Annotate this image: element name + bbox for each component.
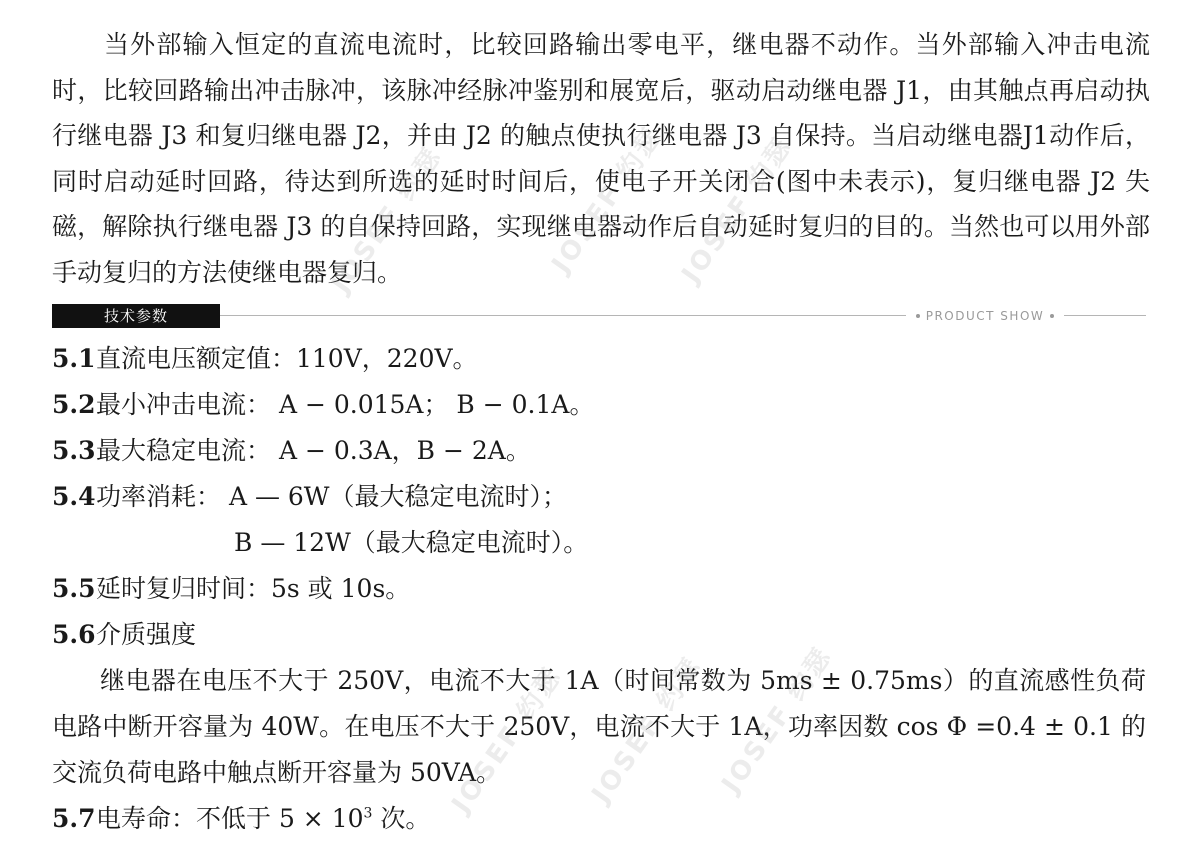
spec-text: 最大稳定电流： A − 0.3A，B − 2A。 xyxy=(96,436,531,465)
spec-item-5-5 xyxy=(52,566,410,612)
watermark: JOSEF 约瑟 xyxy=(586,651,709,809)
spec-number: 5.1 xyxy=(52,344,96,373)
product-show-text: PRODUCT SHOW xyxy=(925,309,1045,323)
dot-icon xyxy=(1050,314,1054,318)
intro-paragraph xyxy=(52,22,1150,295)
watermark: JOSEF 约瑟 xyxy=(546,121,669,279)
spec-item-5-1 xyxy=(52,336,478,382)
spec-item-5-6 xyxy=(52,612,196,658)
spec-number: 5.5 xyxy=(52,574,96,603)
section-tab-label: 技术参数 xyxy=(52,304,220,328)
watermark: JOSEF 约瑟 xyxy=(716,641,839,799)
spec-number: 5.6 xyxy=(52,620,96,649)
dot-icon xyxy=(916,314,920,318)
section-header xyxy=(52,304,1146,328)
spec-item-5-4-line2: B — 12W（最大稳定电流时）。 xyxy=(234,528,589,557)
spec-item-5-7 xyxy=(52,796,430,842)
spec-text-tail: 次。 xyxy=(372,804,431,833)
watermark: JOSEF 约瑟 xyxy=(446,661,569,819)
spec-item-5-2 xyxy=(52,382,594,428)
spec-number: 5.3 xyxy=(52,436,96,465)
intro-text: 当外部输入恒定的直流电流时，比较回路输出零电平，继电器不动作。当外部输入冲击电流时，比较回路输出冲击脉冲，该脉冲经脉冲鉴别和展宽后，驱动启动继电器 J1，由其触点再启动执行继电器 J3 和复归继电器 J2，并由 J2 的触点使执行继电器 J3 自保持。当启动继电器J1动作后，同时启动延时回路，待达到所选的延时时间后，使电子开关闭合(图中未表示)，复归继电器 J2 失磁，解除执行继电器 J3 的自保持回路，实现继电器动作后自动延时复归的目的。当然也可以用外部手动复归的方法使继电器复归。 xyxy=(52,30,1150,287)
spec-number: 5.4 xyxy=(52,482,96,511)
spec-5-6-paragraph xyxy=(52,658,1146,796)
spec-number: 5.2 xyxy=(52,390,96,419)
spec-text: 最小冲击电流： A − 0.015A； B − 0.1A。 xyxy=(96,390,595,419)
section-divider-right xyxy=(1064,315,1146,316)
spec-number: 5.7 xyxy=(52,804,96,833)
spec-text: 电寿命：不低于 5 × 10 xyxy=(96,804,364,833)
spec-text: 延时复归时间：5s 或 10s。 xyxy=(96,574,411,603)
spec-text: 直流电压额定值：110V，220V。 xyxy=(96,344,478,373)
watermark: JOSEF 约瑟 xyxy=(326,141,449,299)
watermark: JOSEF 约瑟 xyxy=(676,131,799,289)
spec-text: 介质强度 xyxy=(96,620,197,649)
spec-text: 功率消耗： A — 6W（最大稳定电流时）； xyxy=(96,482,567,511)
spec-5-6-paragraph-text: 继电器在电压不大于 250V，电流不大于 1A（时间常数为 5ms ± 0.75ms）的直流感性负荷电路中断开容量为 40W。在电压不大于 250V，电流不大于 1A，功率因数 cos Φ =0.4 ± 0.1 的交流负荷电路中触点断开容量为 50VA。 xyxy=(52,666,1146,787)
spec-item-5-4 xyxy=(52,474,567,520)
product-show-label xyxy=(908,306,1062,326)
spec-item-5-3 xyxy=(52,428,531,474)
section-divider-left xyxy=(220,315,906,316)
spec-superscript: 3 xyxy=(363,805,373,822)
